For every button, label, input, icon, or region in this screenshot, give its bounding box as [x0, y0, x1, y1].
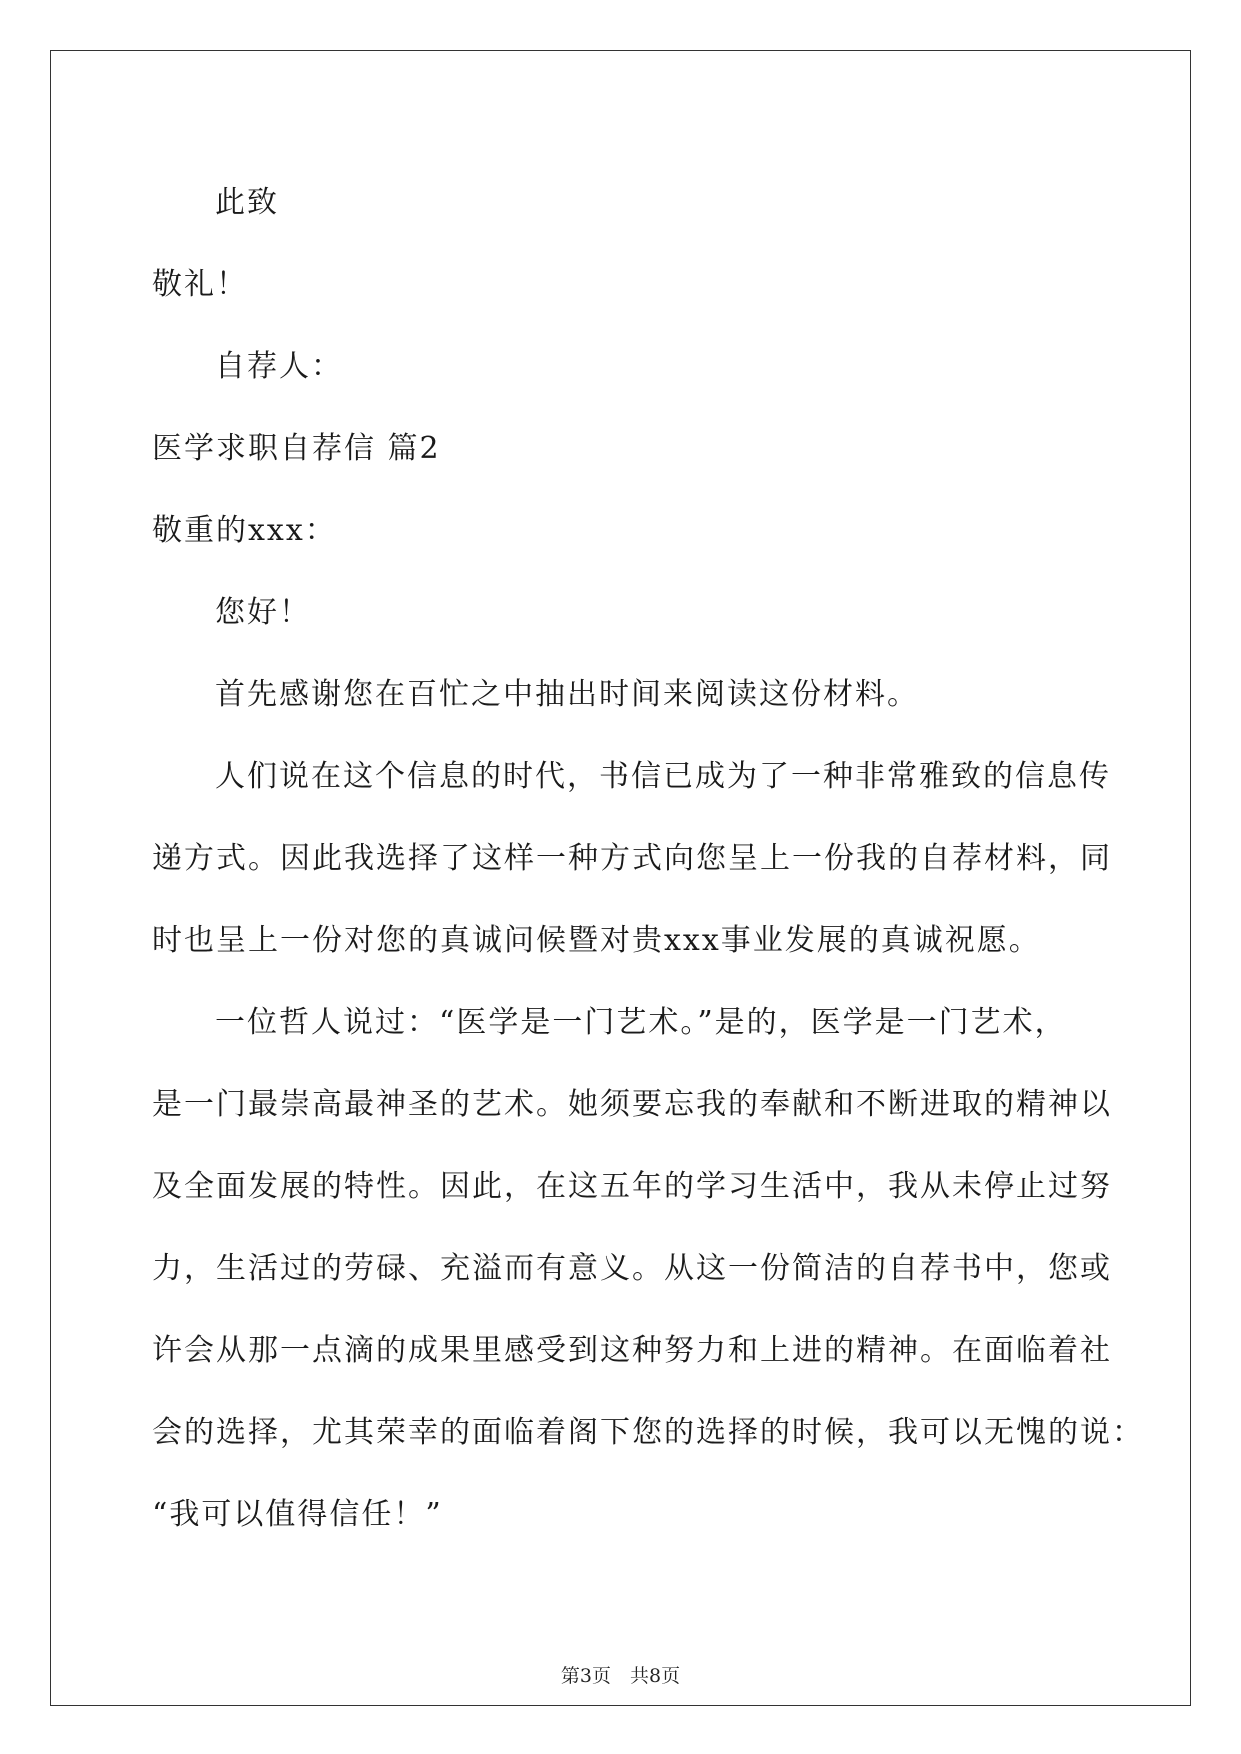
closing-salutation: 此致 [215, 185, 279, 220]
paragraph-line: 力，生活过的劳碌、充溢而有意义。从这一份简洁的自荐书中，您或 [152, 1251, 1112, 1286]
paragraph-line: 首先感谢您在百忙之中抽出时间来阅读这份材料。 [215, 677, 919, 712]
paragraph-line: 递方式。因此我选择了这样一种方式向您呈上一份我的自荐材料，同 [152, 841, 1112, 876]
greeting-hello: 您好！ [215, 595, 311, 630]
paragraph-line: 会的选择，尤其荣幸的面临着阁下您的选择的时候，我可以无愧的说： [152, 1415, 1144, 1450]
paragraph-line: 一位哲人说过：“医学是一门艺术。”是的，医学是一门艺术， [215, 1005, 1067, 1040]
signature-label: 自荐人： [215, 349, 343, 384]
paragraph-line: 人们说在这个信息的时代，书信已成为了一种非常雅致的信息传 [215, 759, 1111, 794]
paragraph-line: 是一门最崇高最神圣的艺术。她须要忘我的奉献和不断进取的精神以 [152, 1087, 1112, 1122]
letter-body [152, 162, 1144, 1556]
paragraph-line: “我可以值得信任！” [152, 1497, 443, 1532]
section-heading: 医学求职自荐信 篇2 [152, 431, 441, 466]
paragraph-line: 许会从那一点滴的成果里感受到这种努力和上进的精神。在面临着社 [152, 1333, 1112, 1368]
greeting-recipient: 敬重的xxx： [152, 513, 337, 548]
paragraph-line: 时也呈上一份对您的真诚问候暨对贵xxx事业发展的真诚祝愿。 [152, 923, 1041, 958]
closing-regards: 敬礼！ [152, 267, 248, 302]
paragraph-line: 及全面发展的特性。因此，在这五年的学习生活中，我从未停止过努 [152, 1169, 1112, 1204]
page-number: 第3页 共8页 [560, 1665, 681, 1687]
